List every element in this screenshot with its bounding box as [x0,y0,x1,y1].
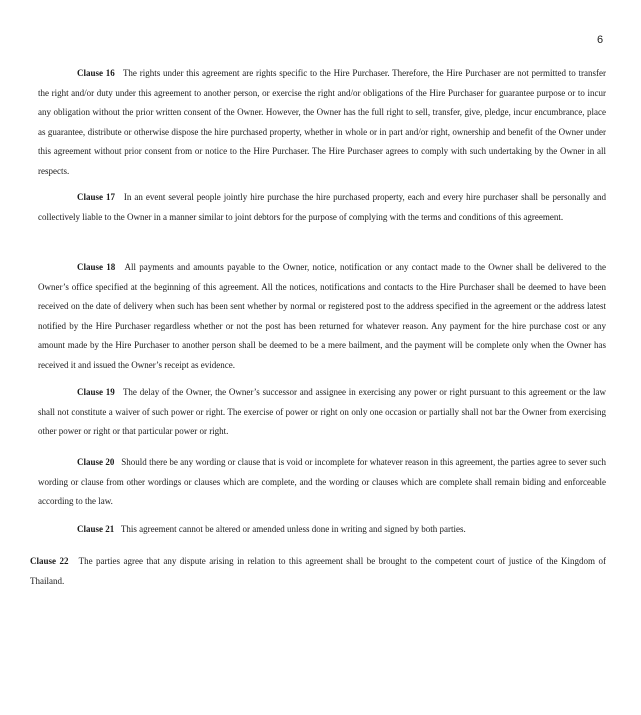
clause-label: Clause 16 [77,68,115,78]
clause-label: Clause 20 [77,457,115,467]
clause-text: The delay of the Owner, the Owner’s successor and assignee in exercising any power or right pursuant to this agreement or the law shall not constitute a waiver of such power or right. The exercise of power or right on only one occasion or partially shall not bar the Owner from exercising other power or right or that particular power or right. [38,387,606,437]
clause-18 [38,258,606,376]
clause-19 [38,383,606,442]
clause-text: In an event several people jointly hire purchase the hire purchased property, each and every hire purchaser shall be personally and collectively liable to the Owner in a manner similar to joint debtors for the purpose of complying with the terms and conditions of this agreement. [38,192,606,222]
clause-17 [38,188,606,227]
clause-label: Clause 18 [77,262,116,272]
clause-label: Clause 21 [77,524,115,534]
clause-label: Clause 19 [77,387,115,397]
clause-20 [38,453,606,512]
clause-16 [38,64,606,182]
clause-22 [30,552,606,591]
page-number: 6 [597,34,604,46]
clause-text: Should there be any wording or clause that is void or incomplete for whatever reason in this agreement, the parties agree to sever such wording or clause from other wordings or clauses which are complete, and the wording or clauses which are complete shall remain biding and enforceable according to the law. [38,457,607,507]
clause-label: Clause 22 [30,556,69,566]
clause-21 [77,520,607,540]
clause-text: The rights under this agreement are rights specific to the Hire Purchaser. Therefore, the Hire Purchaser are not permitted to transfer the right and/or duty under this agreement to another person, or exercise the right and/or obligations of the Hire Purchaser for guarantee purpose or to incur any obligation without the prior written consent of the Owner. However, the Owner has the full right to sell, transfer, give, pledge, incur encumbrance, place as guarantee, distribute or otherwise dispose the hire purchased property, whether in whole or in part and/or right, ownership and benefit of the Owner under this agreement without prior consent from or notice to the Hire Purchaser. The Hire Purchaser agrees to comply with such undertaking by the Owner in all respects. [38,68,606,176]
clause-label: Clause 17 [77,192,115,202]
clause-text: This agreement cannot be altered or amended unless done in writing and signed by both parties. [120,524,466,534]
clause-text: All payments and amounts payable to the Owner, notice, notification or any contact made to the Owner shall be delivered to the Owner’s office specified at the beginning of this agreement. All the notices, notifications and contacts to the Hire Purchaser shall be deemed to have been received on the date of delivery when such has been sent whether by normal or registered post to the address specified in the agreement or the address latest notified by the Hire Purchaser regardless whether or not the post has been returned for whatever reason. Any payment for the hire purchase cost or any amount made by the Hire Purchaser to another person shall be deemed to be a mere bailment, and the payment will be complete only when the Owner has received it and issued the Owner’s receipt as evidence. [38,262,606,370]
clause-text: The parties agree that any dispute arising in relation to this agreement shall be brought to the competent court of justice of the Kingdom of Thailand. [30,556,606,586]
